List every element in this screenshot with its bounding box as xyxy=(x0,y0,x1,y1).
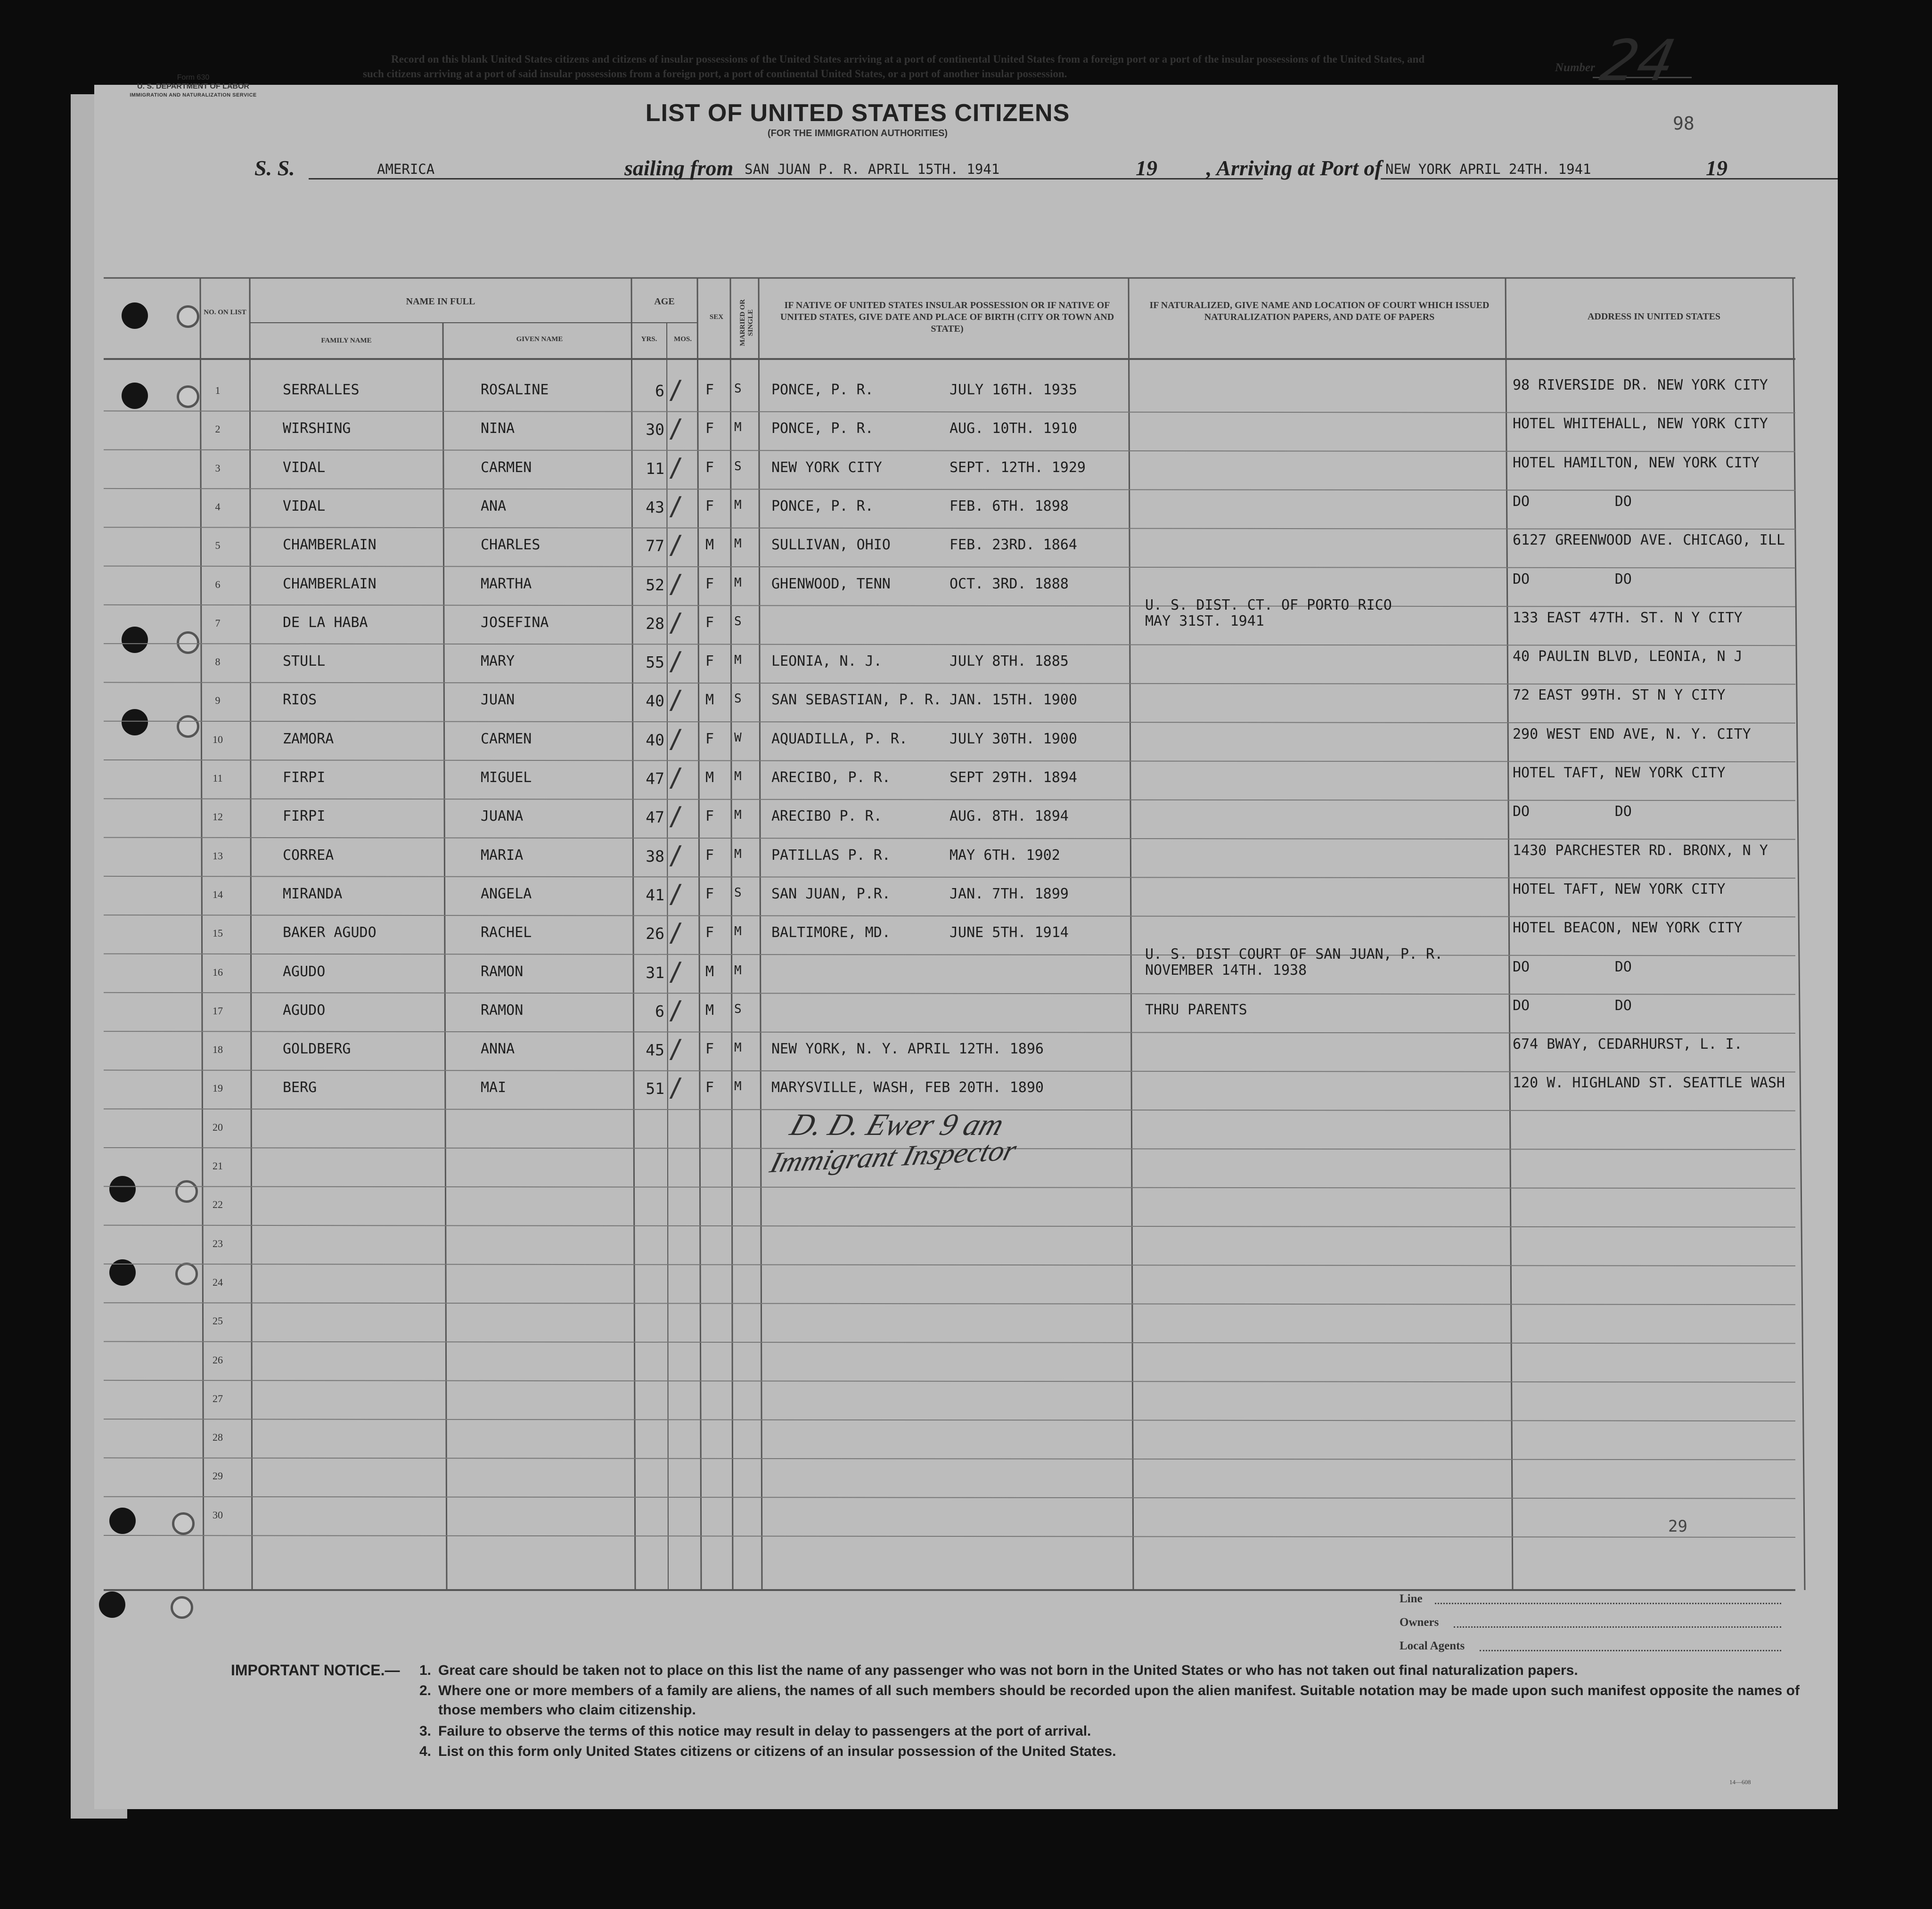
sex-cell: F xyxy=(705,1041,714,1058)
family-name-cell: FIRPI xyxy=(283,808,326,825)
marital-status-cell: M xyxy=(734,963,742,978)
sex-cell: F xyxy=(705,730,714,747)
local-agents-dots xyxy=(1480,1650,1781,1651)
row-rule xyxy=(104,954,1795,956)
empty-row-number: 21 xyxy=(213,1160,223,1172)
sex-cell: F xyxy=(705,1079,714,1096)
age-years-cell: 6 xyxy=(655,382,664,400)
marital-status-cell: M xyxy=(734,769,742,783)
family-name-cell: CHAMBERLAIN xyxy=(283,575,377,592)
family-name-cell: GOLDBERG xyxy=(283,1041,351,1058)
notice-item-number: 4. xyxy=(419,1744,432,1759)
marital-status-cell: M xyxy=(734,924,742,939)
header-birth-info: IF NATIVE OF UNITED STATES INSULAR POSSESSION OR IF NATIVE OF UNITED STATES, GIVE DATE AND PLACE OF BIRTH (CITY OR TOWN AND STATE) xyxy=(780,300,1114,334)
row-rule xyxy=(104,1380,1795,1382)
row-number: 19 xyxy=(213,1082,223,1094)
row-rule xyxy=(104,1535,1795,1537)
arriving-port-value: NEW YORK APRIL 24TH. 1941 xyxy=(1385,161,1591,177)
months-tick-mark: / xyxy=(668,685,684,715)
marital-status-cell: M xyxy=(734,1041,742,1055)
vessel-name: AMERICA xyxy=(377,161,435,177)
age-years-cell: 26 xyxy=(646,924,664,943)
header-address: ADDRESS IN UNITED STATES xyxy=(1587,311,1721,322)
row-rule xyxy=(104,605,1795,607)
sex-cell: F xyxy=(705,885,714,902)
row-rule xyxy=(104,721,1795,723)
months-tick-mark: / xyxy=(668,452,684,482)
row-rule xyxy=(104,1070,1795,1072)
naturalization-cell: U. S. DIST. CT. OF PORTO RICO MAY 31ST. 1941 xyxy=(1145,596,1392,629)
birth-place-cell: SULLIVAN, OHIO xyxy=(771,537,891,554)
empty-row-number: 24 xyxy=(213,1276,223,1288)
list-number-value: 24 xyxy=(1595,28,1681,94)
form-number: Form 630 xyxy=(177,73,210,82)
header-no-on-list: NO. ON LIST xyxy=(204,309,246,316)
age-years-cell: 47 xyxy=(646,769,664,788)
sex-cell: M xyxy=(705,1002,714,1019)
age-years-cell: 11 xyxy=(646,459,664,478)
sex-cell: F xyxy=(705,847,714,864)
row-number: 13 xyxy=(213,849,223,862)
local-agents-label: Local Agents xyxy=(1400,1640,1465,1652)
marital-status-cell: M xyxy=(734,847,742,861)
marital-status-cell: M xyxy=(734,808,742,823)
service-name: IMMIGRATION AND NATURALIZATION SERVICE xyxy=(130,92,257,98)
row-number: 18 xyxy=(213,1044,223,1056)
months-tick-mark: / xyxy=(668,724,684,754)
birth-place-cell: NEW YORK CITY xyxy=(771,459,882,476)
empty-row-number: 27 xyxy=(213,1392,223,1404)
sex-cell: F xyxy=(705,420,714,437)
age-years-cell: 43 xyxy=(646,498,664,516)
address-cell: DO DO xyxy=(1513,571,1632,587)
age-years-cell: 31 xyxy=(646,963,664,982)
marital-status-cell: M xyxy=(734,537,742,551)
given-name-cell: MARTHA xyxy=(481,575,532,592)
birth-date-cell: AUG. 8TH. 1894 xyxy=(950,808,1069,825)
family-name-cell: ZAMORA xyxy=(283,730,334,747)
marital-status-cell: S xyxy=(734,885,742,900)
sex-cell: F xyxy=(705,924,714,941)
birth-place-cell: NEW YORK, N. Y. APRIL 12TH. 1896 xyxy=(771,1041,1044,1058)
signature-name: D. D. Ewer 9 am xyxy=(786,1108,1008,1142)
row-rule xyxy=(104,489,1795,490)
given-name-cell: ANGELA xyxy=(481,885,532,902)
given-name-cell: ANNA xyxy=(481,1041,515,1058)
row-rule xyxy=(104,993,1795,995)
sex-cell: F xyxy=(705,653,714,670)
form-instructions: Record on this blank United States citizens and citizens of insular possessions of the United States arriving at a port of continental United States from a foreign port or a port of the insular possessions of the United States, and such citizens arriving at a port of said insular possessions from a foreign port, a port of continental United States, or a port of another insular possession. xyxy=(363,53,1425,80)
address-cell: 40 PAULIN BLVD, LEONIA, N J xyxy=(1513,648,1743,665)
given-name-cell: JUANA xyxy=(481,808,524,825)
months-tick-mark: / xyxy=(668,918,684,948)
birth-place-cell: PONCE, P. R. xyxy=(771,498,874,514)
months-tick-mark: / xyxy=(668,956,684,987)
row-rule xyxy=(104,1419,1795,1421)
row-rule xyxy=(104,1458,1795,1460)
marital-status-cell: M xyxy=(734,575,742,590)
page-title: LIST OF UNITED STATES CITIZENS xyxy=(645,99,1070,127)
family-name-cell: SERRALLES xyxy=(283,382,360,398)
row-rule xyxy=(104,450,1795,452)
row-number: 1 xyxy=(215,384,221,396)
marital-status-cell: M xyxy=(734,498,742,512)
birth-date-cell: JAN. 15TH. 1900 xyxy=(950,692,1077,709)
address-cell: 1430 PARCHESTER RD. BRONX, N Y xyxy=(1513,842,1768,859)
family-name-cell: CORREA xyxy=(283,847,334,864)
row-number: 15 xyxy=(213,927,223,939)
address-cell: DO DO xyxy=(1513,997,1632,1014)
address-cell: HOTEL TAFT, NEW YORK CITY xyxy=(1513,765,1726,781)
age-years-cell: 45 xyxy=(646,1041,664,1060)
marital-status-cell: S xyxy=(734,692,742,706)
birth-date-cell: FEB. 6TH. 1898 xyxy=(950,498,1069,514)
months-tick-mark: / xyxy=(668,801,684,832)
row-number: 7 xyxy=(215,617,221,629)
row-number: 2 xyxy=(215,423,221,435)
given-name-cell: CHARLES xyxy=(481,537,540,554)
birth-place-cell: PONCE, P. R. xyxy=(771,382,874,398)
months-tick-mark: / xyxy=(668,840,684,870)
given-name-cell: JOSEFINA xyxy=(481,614,549,631)
family-name-cell: WIRSHING xyxy=(283,420,351,437)
family-name-cell: BAKER AGUDO xyxy=(283,924,377,941)
birth-place-cell: PATILLAS P. R. xyxy=(771,847,891,864)
given-name-cell: MIGUEL xyxy=(481,769,532,786)
months-tick-mark: / xyxy=(668,763,684,792)
given-name-cell: CARMEN xyxy=(481,459,532,476)
months-tick-mark: / xyxy=(668,607,684,637)
given-name-cell: MARY xyxy=(481,653,515,670)
birth-place-cell: BALTIMORE, MD. xyxy=(771,924,891,941)
sex-cell: F xyxy=(705,459,714,476)
birth-place-cell: ARECIBO, P. R. xyxy=(771,769,891,786)
address-cell: 6127 GREENWOOD AVE. CHICAGO, ILL xyxy=(1513,532,1785,549)
marital-status-cell: S xyxy=(734,1002,742,1016)
family-name-cell: AGUDO xyxy=(283,1002,326,1019)
marital-status-cell: M xyxy=(734,1079,742,1094)
marital-status-cell: W xyxy=(734,730,742,745)
row-number: 4 xyxy=(215,500,221,513)
family-name-cell: STULL xyxy=(283,653,326,670)
header-given-name: GIVEN NAME xyxy=(516,335,563,343)
notice-item-text: Where one or more members of a family are aliens, the names of all such members should be recorded upon the alien manifest. Suitable notation may be made upon such manifest opposite the names of those members who claim citizenship. xyxy=(438,1683,1800,1718)
row-number: 3 xyxy=(215,462,221,474)
family-name-cell: MIRANDA xyxy=(283,885,343,902)
given-name-cell: RAMON xyxy=(481,963,524,980)
age-years-cell: 77 xyxy=(646,537,664,555)
given-name-cell: MARIA xyxy=(481,847,524,864)
age-years-cell: 55 xyxy=(646,653,664,672)
row-rule xyxy=(104,1497,1795,1499)
notice-item-text: Failure to observe the terms of this notice may result in delay to passengers at the port of arrival. xyxy=(438,1723,1091,1739)
address-cell: 133 EAST 47TH. ST. N Y CITY xyxy=(1513,609,1743,626)
owners-dots xyxy=(1454,1626,1781,1628)
birth-place-cell: SAN SEBASTIAN, P. R. xyxy=(771,692,942,709)
row-number: 9 xyxy=(215,694,221,707)
birth-place-cell: LEONIA, N. J. xyxy=(771,653,882,670)
marital-status-cell: M xyxy=(734,420,742,435)
birth-date-cell: JUNE 5TH. 1914 xyxy=(950,924,1069,941)
notice-item-text: List on this form only United States citizens or citizens of an insular possession of the United States. xyxy=(438,1744,1116,1759)
given-name-cell: ANA xyxy=(481,498,507,514)
empty-row-number: 25 xyxy=(213,1315,223,1327)
family-name-cell: FIRPI xyxy=(283,769,326,786)
address-cell: HOTEL BEACON, NEW YORK CITY xyxy=(1513,920,1743,937)
inspector-signature xyxy=(766,1107,1074,1187)
form-code: 14—608 xyxy=(1729,1778,1751,1786)
birth-date-cell: FEB. 23RD. 1864 xyxy=(950,537,1077,554)
header-sex: SEX xyxy=(709,313,724,321)
family-name-cell: VIDAL xyxy=(283,498,326,514)
arriving-label: , Arriving at Port of xyxy=(1206,156,1382,180)
months-tick-mark: / xyxy=(668,375,684,405)
address-cell: DO DO xyxy=(1513,803,1632,820)
given-name-cell: NINA xyxy=(481,420,515,437)
notice-item-number: 3. xyxy=(419,1723,432,1739)
address-cell: DO DO xyxy=(1513,958,1632,975)
months-tick-mark: / xyxy=(668,995,684,1025)
row-rule xyxy=(104,876,1795,878)
address-cell: 98 RIVERSIDE DR. NEW YORK CITY xyxy=(1513,377,1768,393)
months-tick-mark: / xyxy=(668,646,684,677)
age-years-cell: 41 xyxy=(646,885,664,904)
sex-cell: M xyxy=(705,963,714,980)
family-name-cell: CHAMBERLAIN xyxy=(283,537,377,554)
row-number: 11 xyxy=(213,772,223,784)
sex-cell: M xyxy=(705,537,714,554)
header-naturalization: IF NATURALIZED, GIVE NAME AND LOCATION OF COURT WHICH ISSUED NATURALIZATION PAPERS, AND DATE OF PAPERS xyxy=(1149,300,1490,322)
age-years-cell: 28 xyxy=(646,614,664,633)
header-family-name: FAMILY NAME xyxy=(321,337,372,344)
header-months: MOS. xyxy=(674,335,692,343)
birth-date-cell: OCT. 3RD. 1888 xyxy=(950,575,1069,592)
empty-row-number: 22 xyxy=(213,1199,223,1211)
birth-date-cell: AUG. 10TH. 1910 xyxy=(950,420,1077,437)
marital-status-cell: S xyxy=(734,614,742,628)
row-rule xyxy=(104,527,1795,529)
signature-title: Immigrant Inspector xyxy=(766,1134,1020,1179)
age-years-cell: 30 xyxy=(646,420,664,439)
sex-cell: F xyxy=(705,614,714,631)
empty-row-number: 23 xyxy=(213,1237,223,1249)
empty-row-number: 20 xyxy=(213,1121,223,1133)
empty-row-number: 30 xyxy=(213,1509,223,1521)
notice-heading: IMPORTANT NOTICE.— xyxy=(231,1662,400,1679)
row-rule xyxy=(104,1225,1795,1227)
months-tick-mark: / xyxy=(668,879,684,909)
birth-date-cell: JULY 16TH. 1935 xyxy=(950,382,1077,398)
marital-status-cell: S xyxy=(734,459,742,473)
family-name-cell: DE LA HABA xyxy=(283,614,368,631)
family-name-cell: AGUDO xyxy=(283,963,326,980)
age-years-cell: 40 xyxy=(646,730,664,749)
row-rule xyxy=(104,915,1795,917)
birth-place-cell: PONCE, P. R. xyxy=(771,420,874,437)
row-number: 10 xyxy=(213,733,223,745)
sailing-label: sailing from xyxy=(624,156,734,180)
given-name-cell: MAI xyxy=(481,1079,507,1096)
row-rule xyxy=(104,566,1795,568)
row-rule xyxy=(104,799,1795,800)
birth-date-cell: JAN. 7TH. 1899 xyxy=(950,885,1069,902)
address-cell: HOTEL WHITEHALL, NEW YORK CITY xyxy=(1513,416,1768,432)
months-tick-mark: / xyxy=(668,569,684,599)
passenger-count-note: 29 xyxy=(1668,1517,1687,1536)
age-years-cell: 6 xyxy=(655,1002,664,1020)
naturalization-cell: U. S. DIST COURT OF SAN JUAN, P. R. NOVEMBER 14TH. 1938 xyxy=(1145,946,1443,979)
address-cell: 674 BWAY, CEDARHURST, L. I. xyxy=(1513,1036,1743,1053)
row-number: 16 xyxy=(213,966,223,978)
row-rule xyxy=(104,760,1795,762)
sailing-from-value: SAN JUAN P. R. APRIL 15TH. 1941 xyxy=(745,161,1000,177)
year-label-1: 19 xyxy=(1136,156,1157,180)
months-tick-mark: / xyxy=(668,491,684,521)
given-name-cell: JUAN xyxy=(481,692,515,709)
sex-cell: F xyxy=(705,382,714,398)
ss-label: S. S. xyxy=(254,156,295,180)
age-years-cell: 52 xyxy=(646,575,664,594)
sex-cell: F xyxy=(705,498,714,514)
months-tick-mark: / xyxy=(668,530,684,560)
department-name: U. S. DEPARTMENT OF LABOR xyxy=(137,82,249,90)
page-number: 98 xyxy=(1673,113,1695,134)
sex-cell: F xyxy=(705,575,714,592)
family-name-cell: RIOS xyxy=(283,692,317,709)
birth-place-cell: SAN JUAN, P.R. xyxy=(771,885,891,902)
row-number: 12 xyxy=(213,811,223,823)
address-cell: 120 W. HIGHLAND ST. SEATTLE WASH xyxy=(1513,1075,1785,1092)
sex-cell: M xyxy=(705,769,714,786)
empty-row-number: 29 xyxy=(213,1470,223,1482)
row-rule xyxy=(104,838,1795,840)
row-rule xyxy=(104,682,1795,684)
sex-cell: M xyxy=(705,692,714,709)
birth-date-cell: MAY 6TH. 1902 xyxy=(950,847,1060,864)
months-tick-mark: / xyxy=(668,414,684,444)
birth-place-cell: ARECIBO P. R. xyxy=(771,808,882,825)
age-years-cell: 40 xyxy=(646,692,664,710)
address-cell: 290 WEST END AVE, N. Y. CITY xyxy=(1513,726,1751,742)
months-tick-mark: / xyxy=(668,1073,684,1103)
given-name-cell: RAMON xyxy=(481,1002,524,1019)
header-married-single: MARRIED OR SINGLE xyxy=(739,299,754,346)
address-cell: 72 EAST 99TH. ST N Y CITY xyxy=(1513,687,1726,704)
page-subtitle: (FOR THE IMMIGRATION AUTHORITIES) xyxy=(767,128,948,139)
row-rule xyxy=(104,1342,1795,1344)
age-years-cell: 47 xyxy=(646,808,664,827)
empty-row-number: 28 xyxy=(213,1431,223,1444)
header-name-in-full: NAME IN FULL xyxy=(406,296,475,307)
birth-place-cell: AQUADILLA, P. R. xyxy=(771,730,908,747)
birth-date-cell: JULY 8TH. 1885 xyxy=(950,653,1069,670)
naturalization-cell: THRU PARENTS xyxy=(1145,1001,1247,1018)
address-cell: HOTEL TAFT, NEW YORK CITY xyxy=(1513,881,1726,897)
row-rule xyxy=(104,1264,1795,1266)
family-name-cell: VIDAL xyxy=(283,459,326,476)
notice-item-text: Great care should be taken not to place on this list the name of any passenger who was not born in the United States or who has not taken out final naturalization papers. xyxy=(438,1663,1578,1678)
months-tick-mark: / xyxy=(668,1034,684,1064)
row-rule xyxy=(104,1031,1795,1033)
marital-status-cell: M xyxy=(734,653,742,668)
row-rule xyxy=(104,1303,1795,1305)
row-number: 5 xyxy=(215,539,221,552)
header-years: YRS. xyxy=(641,335,657,343)
row-number: 8 xyxy=(215,656,221,668)
owners-label: Owners xyxy=(1400,1616,1439,1629)
birth-date-cell: SEPT 29TH. 1894 xyxy=(950,769,1077,786)
empty-row-number: 26 xyxy=(213,1354,223,1366)
birth-place-cell: GHENWOOD, TENN xyxy=(771,575,891,592)
address-cell: DO DO xyxy=(1513,493,1632,510)
given-name-cell: RACHEL xyxy=(481,924,532,941)
row-number: 6 xyxy=(215,578,221,590)
notice-item-number: 1. xyxy=(419,1663,432,1678)
sex-cell: F xyxy=(705,808,714,825)
row-rule xyxy=(104,411,1795,413)
line-dots xyxy=(1435,1603,1781,1604)
given-name-cell: CARMEN xyxy=(481,730,532,747)
birth-place-cell: MARYSVILLE, WASH, FEB 20TH. 1890 xyxy=(771,1079,1044,1096)
birth-date-cell: JULY 30TH. 1900 xyxy=(950,730,1077,747)
family-name-cell: BERG xyxy=(283,1079,317,1096)
birth-date-cell: SEPT. 12TH. 1929 xyxy=(950,459,1086,476)
header-age: AGE xyxy=(654,296,675,307)
number-label: Number xyxy=(1555,61,1595,74)
marital-status-cell: S xyxy=(734,382,742,396)
row-number: 14 xyxy=(213,888,223,900)
row-rule xyxy=(104,644,1795,645)
age-years-cell: 38 xyxy=(646,847,664,865)
age-years-cell: 51 xyxy=(646,1079,664,1098)
notice-item-number: 2. xyxy=(419,1683,432,1698)
address-cell: HOTEL HAMILTON, NEW YORK CITY xyxy=(1513,454,1760,471)
year-label-2: 19 xyxy=(1706,156,1727,180)
line-label: Line xyxy=(1400,1592,1423,1605)
row-number: 17 xyxy=(213,1004,223,1017)
given-name-cell: ROSALINE xyxy=(481,382,549,398)
